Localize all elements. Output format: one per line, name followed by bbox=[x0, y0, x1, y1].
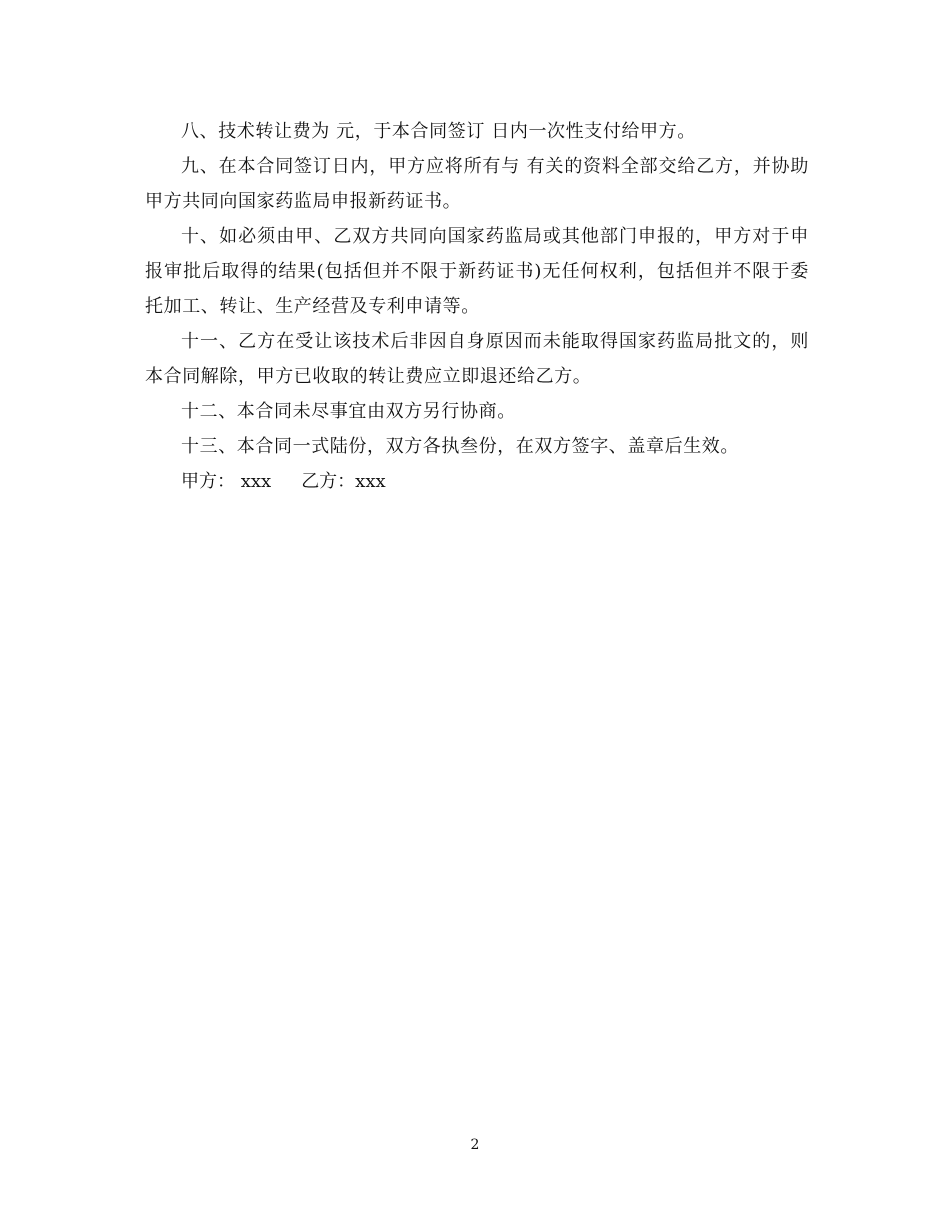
page-number: 2 bbox=[470, 1137, 480, 1153]
clause-10: 十、如必须由甲、乙双方共同向国家药监局或其他部门申报的，甲方对于申报审批后取得的结果(包括但并不限于新药证书)无任何权利，包括但并不限于委托加工、转让、生产经营及专利申请等。 bbox=[145, 226, 809, 317]
clause-13: 十三、本合同一式陆份，双方各执叁份，在双方签字、盖章后生效。 bbox=[181, 436, 739, 457]
clause-11: 十一、乙方在受让该技术后非因自身原因而未能取得国家药监局批文的，则本合同解除，甲方已收取的转让费应立即退还给乙方。 bbox=[145, 331, 809, 387]
party-b-signature: 乙方：xxx bbox=[301, 471, 386, 492]
signature-line bbox=[145, 464, 809, 499]
clause-9: 九、在本合同签订日内，甲方应将所有与 有关的资料全部交给乙方，并协助甲方共同向国家药监局申报新药证书。 bbox=[145, 156, 809, 212]
party-a-signature: 甲方： xxx bbox=[181, 471, 272, 492]
clause-8: 八、技术转让费为 元，于本合同签订 日内一次性支付给甲方。 bbox=[181, 121, 696, 142]
clause-12: 十二、本合同未尽事宜由双方另行协商。 bbox=[181, 401, 516, 422]
contract-body bbox=[145, 114, 809, 499]
